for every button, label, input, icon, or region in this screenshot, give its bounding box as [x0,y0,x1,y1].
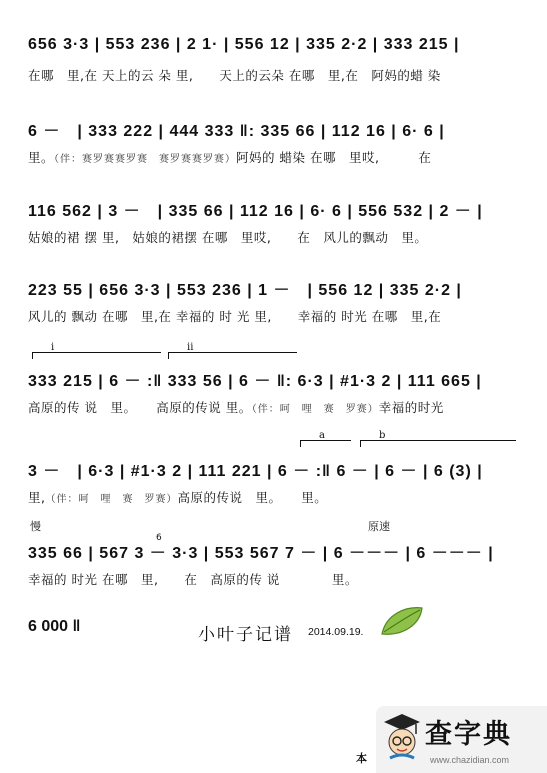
notes-line: 116 562 | 3 － | 335 66 | 112 16 | 6· 6 | 556 532 | 2 － | [28,203,483,220]
leaf-icon [378,604,426,638]
watermark-url: www.chazidian.com [430,755,510,765]
notes-line: 6 － | 333 222 | 444 333 ‖: 335 66 | 112 16 | 6· 6 | [28,123,445,140]
graduate-mascot-icon [382,712,422,762]
lyrics-line: 幸福的 时光 在哪 里, 在 高原的传 说 里。 [28,572,358,587]
volta-label: b [379,430,386,441]
watermark-side-char: 本 [356,752,367,765]
notes-line: 3 － | 6·3 | #1·3 2 | 111 221 | 6 － :‖ 6 － | 6 － | 6 (3) | [28,463,483,480]
notes-line: 223 55 | 656 3·3 | 553 236 | 1 － | 556 12 | 335 2·2 | [28,282,462,299]
volta-bracket-b [360,430,516,447]
watermark-title: 查字典 [425,719,512,750]
lyrics-segment: 阿妈的 蜡染 在哪 里哎, 在 [236,150,432,165]
accompaniment-text: （伴：赛罗赛赛罗赛 赛罗赛赛罗赛） [54,154,237,165]
volta-label: ii [187,342,194,353]
accompaniment-text: （伴：呵 哩 赛 罗赛） [45,494,178,505]
lyrics-segment: 里。 [28,150,55,165]
lyrics-segment: 高原的传说 里。 里。 [177,490,328,505]
notes-line: 335 66 | 567 3 － 3·3 | 553 567 7 － | 6 －－－ | 6 －－－ | [28,545,494,562]
volta-bracket-1 [32,342,161,359]
lyrics-line: 在哪 里,在 天上的云 朵 里, 天上的云朵 在哪 里,在 阿妈的蜡 染 [28,68,441,83]
volta-label: i [51,342,55,353]
lyrics-line: 风儿的 飘动 在哪 里,在 幸福的 时 光 里, 幸福的 时光 在哪 里,在 [28,309,442,324]
volta-label: a [319,430,325,441]
lyrics-segment: 里, [28,490,46,505]
lyrics-line: 姑娘的裙 摆 里, 姑娘的裙摆 在哪 里哎, 在 风儿的飘动 里。 [28,230,428,245]
lyrics-line [28,488,327,506]
tempo-marking-original: 原速 [368,520,390,533]
lyrics-segment: 高原的传 说 里。 高原的传说 里。 [28,400,252,415]
volta-bracket-a [300,430,351,447]
accompaniment-text: （伴：呵 哩 赛 罗赛） [251,404,379,415]
lyrics-segment: 幸福的时光 [378,400,444,415]
volta-bracket-2 [168,342,297,359]
notes-line: 656 3·3 | 553 236 | 2 1· | 556 12 | 335 2·2 | 333 215 | [28,36,460,53]
notes-line: 333 215 | 6 － :‖ 333 56 | 6 － ‖: 6·3 | #1·3 2 | 111 665 | [28,373,482,390]
lyrics-line [28,148,431,166]
final-notes: 6 000 ‖ [28,618,81,635]
transcriber-signature: 小叶子记谱 [198,625,293,645]
lyrics-line [28,398,444,416]
tempo-marking-slow: 慢 [30,520,41,533]
transcription-date: 2014.09.19. [308,626,364,638]
grace-note: 6 [156,533,162,543]
